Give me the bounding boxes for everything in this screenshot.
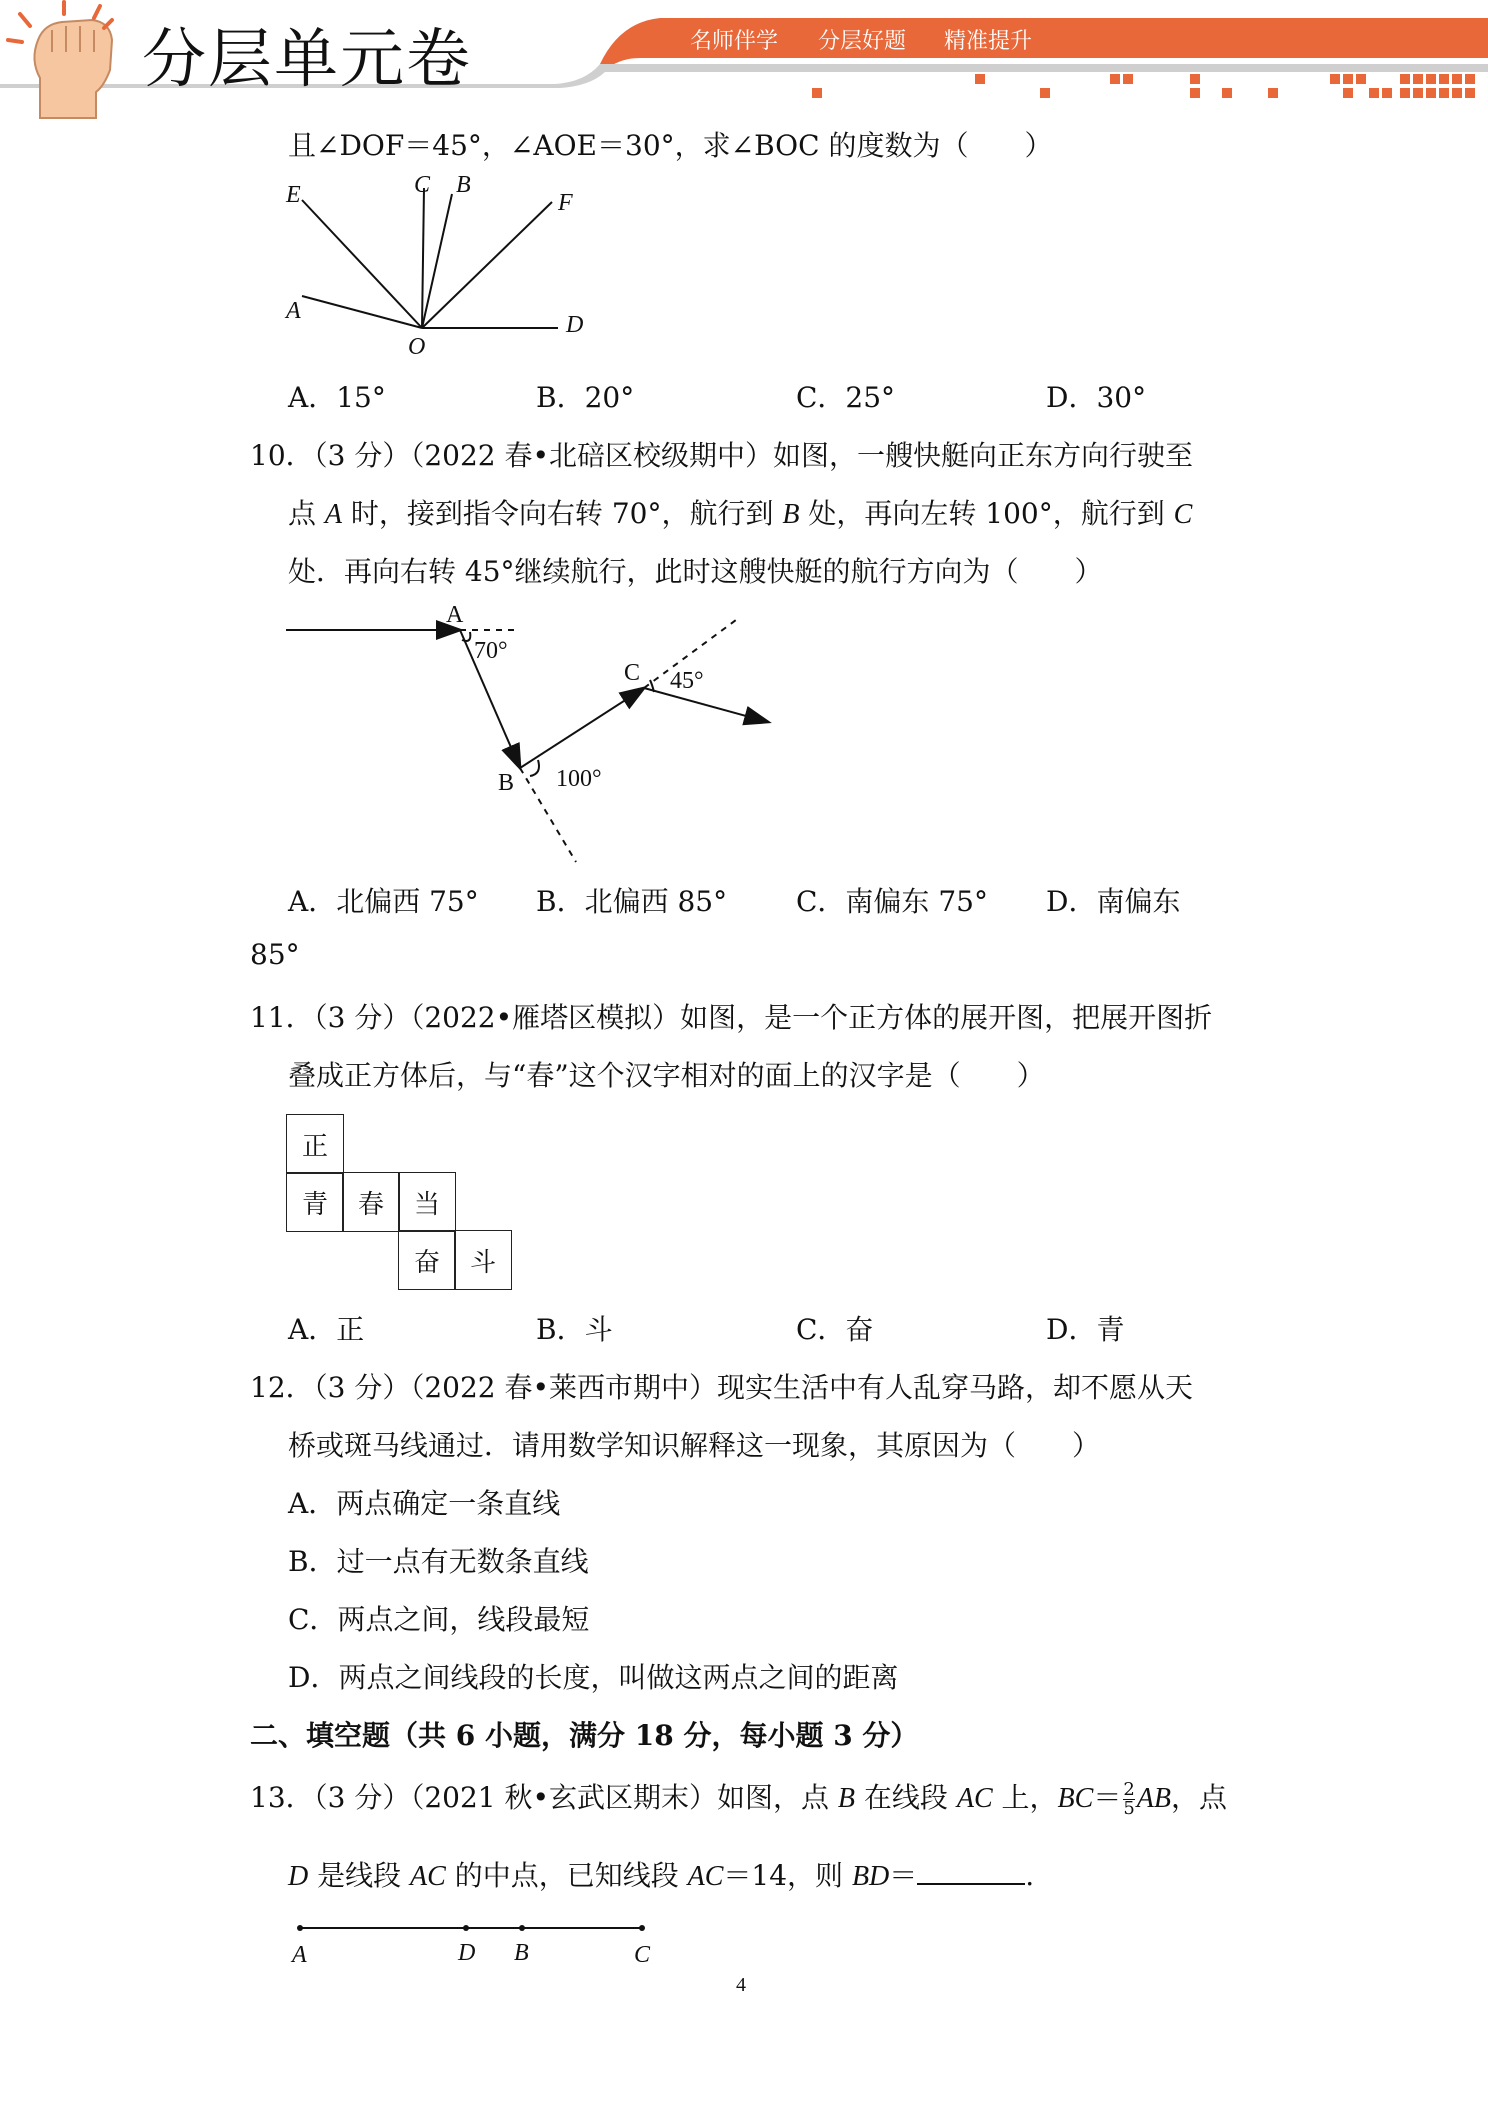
q13-label-b: B <box>514 1940 529 1966</box>
page-number: 4 <box>736 1974 746 1996</box>
net-cell-dou: 斗 <box>454 1230 512 1290</box>
q13-l2-f: ＝14，则 <box>723 1859 852 1892</box>
q10-angle-100: 100° <box>556 766 602 792</box>
header-title: 分层单元卷 <box>142 23 472 97</box>
q10-option-b[interactable]: B．北偏西 85° <box>536 885 728 918</box>
q11-cube-net <box>286 1114 514 1290</box>
q12-option-d[interactable]: D．两点之间线段的长度，叫做这两点之间的距离 <box>288 1661 899 1694</box>
q9-label-e: E <box>286 182 301 208</box>
q10-line-3: 处．再向右转 45°继续航行，此时这艘快艇的航行方向为（ ） <box>288 555 1103 588</box>
q11-line-2: 叠成正方体后，与“春”这个汉字相对的面上的汉字是（ ） <box>288 1059 1045 1092</box>
q9-label-a: A <box>286 298 301 324</box>
q11-option-c[interactable]: C．奋 <box>796 1313 874 1346</box>
q9-option-d[interactable]: D．30° <box>1046 381 1147 414</box>
q13-label-a: A <box>292 1942 307 1968</box>
fist-logo-icon <box>8 2 112 118</box>
q13-l1-f: BC <box>1057 1783 1094 1814</box>
q13-l2-i: . <box>1025 1859 1035 1892</box>
q10-angle-70: 70° <box>474 638 508 664</box>
q13-l2-c: AC <box>410 1861 446 1892</box>
q12-option-a[interactable]: A．两点确定一条直线 <box>288 1487 561 1520</box>
net-cell-zheng: 正 <box>286 1114 344 1174</box>
q10-l2-var-b: B <box>782 499 800 530</box>
q9-label-o: O <box>408 334 426 360</box>
q13-l2-a: D <box>288 1861 309 1892</box>
q10-l2-var-a: A <box>324 499 343 530</box>
q9-option-c[interactable]: C．25° <box>796 381 896 414</box>
net-cell-dang: 当 <box>398 1172 456 1232</box>
net-cell-chun: 春 <box>342 1172 400 1232</box>
q13-l1-b: B <box>837 1783 856 1814</box>
q10-line-1: 10．（3 分）（2022 春•北碚区校级期中）如图，一艘快艇向正东方向行驶至 <box>250 439 1194 472</box>
q10-line-2 <box>288 492 1192 532</box>
q10-l2-c: 处，再向左转 100°，航行到 <box>799 497 1174 530</box>
q11-line-1: 11．（3 分）（2022•雁塔区模拟）如图，是一个正方体的展开图，把展开图折 <box>250 1001 1213 1034</box>
header-slogan-3: 精准提升 <box>944 29 1033 54</box>
q13-l1-c: 在线段 <box>855 1781 957 1814</box>
q10-l2-a: 点 <box>288 497 325 530</box>
q13-label-c: C <box>634 1942 651 1968</box>
section-2-title: 二、填空题（共 6 小题，满分 18 分，每小题 3 分） <box>250 1719 919 1752</box>
net-cell-fen: 奋 <box>398 1230 456 1290</box>
q9-label-c: C <box>414 172 431 198</box>
q10-option-c[interactable]: C．南偏东 75° <box>796 885 988 918</box>
q13-line-2 <box>288 1854 1034 1894</box>
q10-option-d-wrap: 85° <box>250 938 300 971</box>
q13-l1-d: AC <box>956 1783 993 1814</box>
q13-l2-h: ＝ <box>889 1859 918 1892</box>
q13-answer-blank[interactable] <box>917 1859 1025 1885</box>
q13-l2-b: 是线段 <box>308 1859 411 1892</box>
q9-label-d: D <box>566 312 584 338</box>
q10-route-figure <box>280 600 800 870</box>
q9-angle-figure <box>280 170 600 360</box>
q10-option-d[interactable]: D．南偏东 <box>1046 885 1181 918</box>
q13-label-d: D <box>458 1940 476 1966</box>
q13-fraction <box>1123 1781 1134 1818</box>
q10-label-c: C <box>624 660 641 686</box>
q9-option-a[interactable]: A．15° <box>288 381 386 414</box>
q13-frac-den: 5 <box>1123 1798 1135 1819</box>
q9-option-b[interactable]: B．20° <box>536 381 635 414</box>
header-decor-squares <box>812 74 1475 98</box>
q13-segment-figure <box>286 1912 686 1972</box>
q13-l2-e: AC <box>687 1861 724 1892</box>
q9-label-f: F <box>558 190 573 216</box>
q10-label-b: B <box>498 770 515 796</box>
q9-question-tail: 且∠DOF＝45°，∠AOE＝30°，求∠BOC 的度数为（ ） <box>288 129 1053 162</box>
q12-line-2: 桥或斑马线通过．请用数学知识解释这一现象，其原因为（ ） <box>288 1429 1101 1462</box>
q10-option-a[interactable]: A．北偏西 75° <box>288 885 479 918</box>
q13-l1-e: 上， <box>992 1781 1058 1814</box>
q13-l1-h: AB <box>1136 1783 1171 1814</box>
q12-option-b[interactable]: B．过一点有无数条直线 <box>288 1545 589 1578</box>
q13-frac-num: 2 <box>1123 1779 1135 1800</box>
q13-l1-g: ＝ <box>1093 1781 1122 1814</box>
q11-option-d[interactable]: D．青 <box>1046 1313 1125 1346</box>
q13-l2-g: BD <box>851 1861 890 1892</box>
net-cell-qing: 青 <box>286 1172 344 1232</box>
q9-label-b: B <box>456 172 471 198</box>
q10-l2-var-c: C <box>1173 499 1193 530</box>
q13-l1-a: 13．（3 分）（2021 秋•玄武区期末）如图，点 <box>250 1781 838 1814</box>
q13-l1-i: ，点 <box>1171 1781 1228 1814</box>
q10-l2-b: 时，接到指令向右转 70°，航行到 <box>342 497 783 530</box>
header-slogan-2: 分层好题 <box>818 29 907 54</box>
q13-line-1 <box>250 1776 1227 1818</box>
q13-l2-d: 的中点，已知线段 <box>445 1859 688 1892</box>
q11-option-a[interactable]: A．正 <box>288 1313 365 1346</box>
q10-angle-45: 45° <box>670 668 704 694</box>
header-slogan-1: 名师伴学 <box>690 29 779 54</box>
q11-option-b[interactable]: B．斗 <box>536 1313 613 1346</box>
q12-line-1: 12．（3 分）（2022 春•莱西市期中）现实生活中有人乱穿马路，却不愿从天 <box>250 1371 1194 1404</box>
q10-label-a: A <box>446 602 464 628</box>
q12-option-c[interactable]: C．两点之间，线段最短 <box>288 1603 590 1636</box>
page-header <box>0 0 1488 120</box>
